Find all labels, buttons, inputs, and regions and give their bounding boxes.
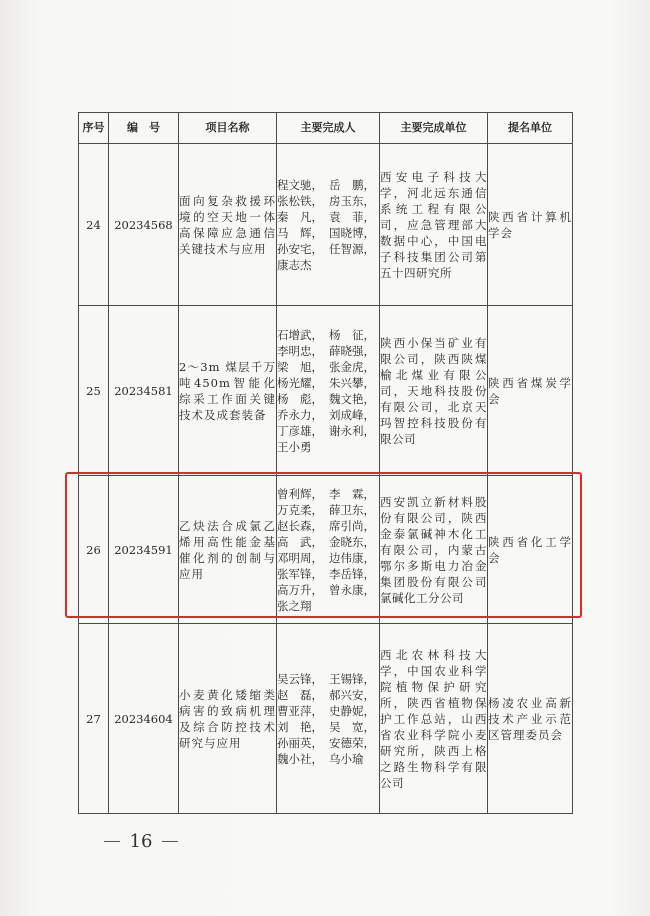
person-name: 史静妮， [329,703,375,718]
table-row [79,624,573,814]
person-name: 魏小社， [277,751,323,766]
row-seq: 27 [79,624,109,814]
person-name: 高万升， [277,582,323,597]
row-people [277,671,379,767]
person-name: 李岳锋， [329,566,375,581]
person-name: 杨 征， [329,327,375,342]
row-code: 20234591 [109,476,179,624]
person-name: 任智源， [329,241,375,256]
person-name: 秦 凡， [277,209,323,224]
person-name: 高 武， [277,534,323,549]
person-name: 马 辉， [277,225,323,240]
page-number-text: 16 [129,830,153,852]
row-people [277,327,379,455]
header-code: 编 号 [109,113,179,144]
row-seq: 25 [79,306,109,476]
person-name: 乔永力， [277,407,323,422]
person-name: 张之翔 [277,598,312,613]
person-name: 吴 宽， [329,719,375,734]
person-name: 魏文艳， [329,391,375,406]
person-name: 金晓东， [329,534,375,549]
person-name: 张金虎， [329,359,375,374]
header-nominator: 提名单位 [488,113,573,144]
header-units: 主要完成单位 [380,113,488,144]
person-name: 房玉东， [329,193,375,208]
header-name: 项目名称 [179,113,277,144]
person-name: 杨 彪， [277,391,323,406]
person-name: 席引尚， [329,518,375,533]
row-units: 陕西小保当矿业有限公司，陕西陕煤榆北煤业有限公司，天地科技股份有限公司，北京天玛智控科技股份有限公司 [380,335,487,446]
person-name: 薛卫东， [329,502,375,517]
person-name: 张松铁， [277,193,323,208]
person-name: 朱兴攀， [329,375,375,390]
person-name: 万克柔， [277,502,323,517]
person-name: 丁彦雄， [277,423,323,438]
person-name: 孙丽英， [277,735,323,750]
row-code: 20234568 [109,144,179,306]
person-name: 安德荣， [329,735,375,750]
person-name: 刘成峰， [329,407,375,422]
person-name: 边伟康， [329,550,375,565]
row-nominator: 陕西省计算机学会 [488,209,572,240]
row-units: 西安凯立新材料股份有限公司，陕西金泰氯碱神木化工有限公司，内蒙古鄂尔多斯电力冶金集团股份有限公司氯碱化工分公司 [380,494,487,605]
person-name: 曾永康， [329,582,375,597]
row-project-name: 乙炔法合成氯乙烯用高性能金基催化剂的创制与应用 [179,518,276,581]
table-row [79,144,573,306]
row-units: 西安电子科技大学，河北远东通信系统工程有限公司，应急管理部大数据中心，中国电子科技集团公司第五十四研究所 [380,169,487,280]
person-name: 康志杰 [277,257,312,272]
row-code: 20234581 [109,306,179,476]
row-people [277,177,379,273]
header-people: 主要完成人 [277,113,380,144]
person-name: 杨光耀， [277,375,323,390]
person-name: 王小勇 [277,439,312,454]
person-name: 邓明周， [277,550,323,565]
person-name: 国晓博， [329,225,375,240]
person-name: 岳 鹏， [329,177,375,192]
row-seq: 24 [79,144,109,306]
person-name: 程文驰， [277,177,323,192]
row-units: 西北农林科技大学，中国农业科学院植物保护研究所，陕西省植物保护工作总站，山西省农业科学院小麦研究所，陕西上格之路生物科学有限公司 [380,647,487,790]
person-name: 梁 旭， [277,359,323,374]
person-name: 张军锋， [277,566,323,581]
person-name: 曾利辉， [277,486,323,501]
row-code: 20234604 [109,624,179,814]
row-project-name: 面向复杂救援环境的空天地一体高保障应急通信关键技术与应用 [179,193,276,256]
table-row [79,306,573,476]
person-name: 吴云锋， [277,671,323,686]
table-header-row [79,113,573,144]
row-nominator: 陕西省煤炭学会 [488,375,572,406]
page-number-dash-left [104,841,120,842]
person-name: 赵 磊， [277,687,323,702]
person-name: 袁 菲， [329,209,375,224]
row-project-name: 小麦黄化矮缩类病害的致病机理及综合防控技术研究与应用 [179,687,276,750]
person-name: 李明忠， [277,343,323,358]
row-nominator: 陕西省化工学会 [488,534,572,565]
person-name: 王锡锋， [329,671,375,686]
person-name [329,439,379,455]
person-name [329,257,379,273]
person-name: 谢永利， [329,423,375,438]
person-name: 曹亚萍， [277,703,323,718]
red-highlight-box [65,472,582,618]
person-name: 石增武， [277,327,323,342]
row-seq: 26 [79,476,109,624]
person-name: 乌小瑜 [329,751,364,766]
page-number-dash-right [162,841,178,842]
header-seq: 序号 [79,113,109,144]
person-name: 郝兴安， [329,687,375,702]
award-table [78,112,573,814]
page-number [96,830,186,852]
row-nominator: 杨凌农业高新技术产业示范区管理委员会 [488,695,572,742]
person-name: 刘 艳， [277,719,323,734]
person-name: 李 霖， [329,486,375,501]
row-project-name: 2～3m 煤层千万吨450m智能化综采工作面关键技术及成套装备 [179,359,276,422]
person-name: 孙安宅， [277,241,323,256]
person-name: 赵长森， [277,518,323,533]
person-name: 薛晓强， [329,343,375,358]
